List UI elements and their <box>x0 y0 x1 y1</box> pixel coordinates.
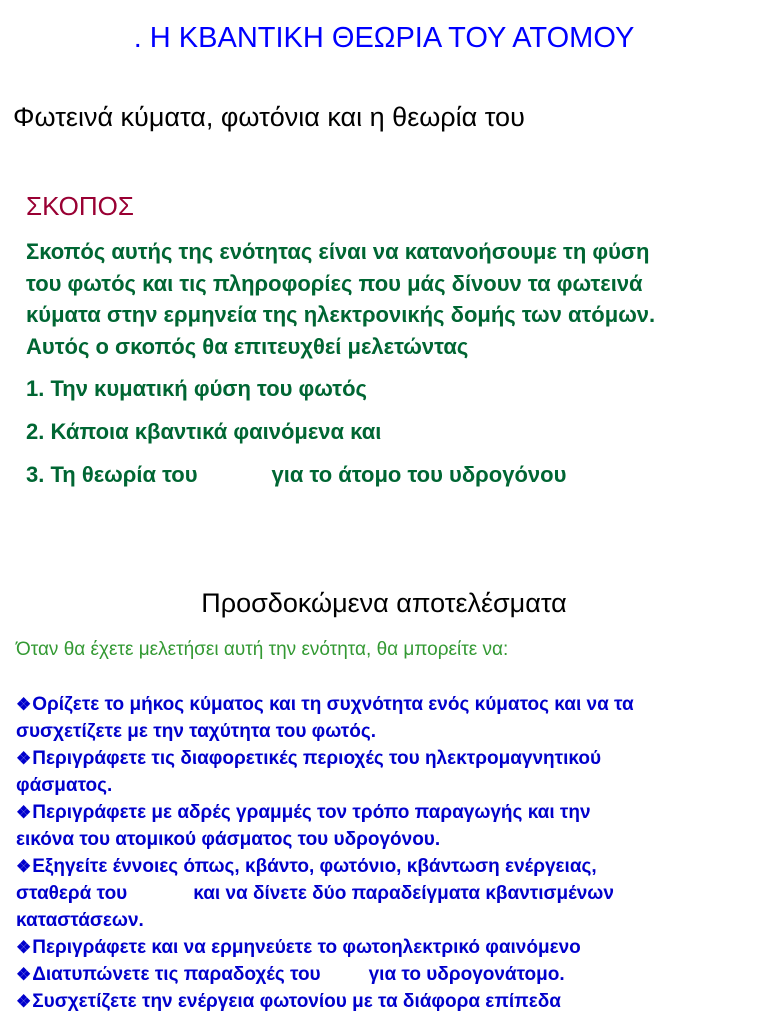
objective-line: ❖Περιγράφετε τις διαφορετικές περιοχές του ηλεκτρομαγνητικού <box>16 748 601 769</box>
purpose-paragraph-line: Αυτός ο σκοπός θα επιτευχθεί μελετώντας <box>26 333 469 359</box>
diamond-bullet-icon: ❖ <box>16 992 32 1011</box>
objective-line: ❖Περιγράφετε με αδρές γραμμές τον τρόπο παραγωγής και την <box>16 802 591 823</box>
objective-line: ❖Περιγράφετε και να ερμηνεύετε το φωτοηλεκτρικό φαινόμενο <box>16 937 581 958</box>
purpose-item-2: 2. Κάποια κβαντικά φαινόμενα και <box>26 419 382 444</box>
diamond-bullet-icon: ❖ <box>16 803 32 822</box>
purpose-paragraph <box>26 236 655 362</box>
purpose-paragraph-line: κύματα στην ερμηνεία της ηλεκτρονικής δομής των ατόμων. <box>26 302 656 327</box>
purpose-paragraph-line: του φωτός και τις πληροφορίες που μάς δίνουν τα φωτεινά <box>26 270 643 296</box>
objective-line: καταστάσεων. <box>16 910 144 931</box>
purpose-item-3-before: 3. Τη θεωρία του <box>26 462 198 487</box>
objective-line: σταθερά του και να δίνετε δύο παραδείγματα κβαντισμένων <box>16 883 614 904</box>
diamond-bullet-icon: ❖ <box>16 695 32 714</box>
purpose-heading: ΣΚΟΠΟΣ <box>26 191 134 221</box>
objective-line: φάσματος. <box>16 775 113 796</box>
objective-line: ❖Διατυπώνετε τις παραδοχές του για το υδρογονάτομο. <box>16 964 565 985</box>
diamond-bullet-icon: ❖ <box>16 938 32 957</box>
purpose-item-3-after: για το άτομο του υδρογόνου <box>271 462 567 487</box>
objective-line: ❖Συσχετίζετε την ενέργεια φωτονίου με τα διάφορα επίπεδα <box>16 991 561 1012</box>
objective-line: ❖Ορίζετε το μήκος κύματος και τη συχνότητα ενός κύματος και να τα <box>16 694 634 715</box>
objective-line: ❖Εξηγείτε έννοιες όπως, κβάντο, φωτόνιο, κβάντωση ενέργειας, <box>16 856 597 877</box>
page-title: . Η ΚΒΑΝΤΙΚΗ ΘΕΩΡΙΑ ΤΟΥ ΑΤΟΜΟΥ <box>133 22 635 54</box>
diamond-bullet-icon: ❖ <box>16 965 32 984</box>
expected-results-heading: Προσδοκώμενα αποτελέσματα <box>201 588 567 618</box>
diamond-bullet-icon: ❖ <box>16 749 32 768</box>
objective-line: εικόνα του ατομικού φάσματος του υδρογόνου. <box>16 829 441 850</box>
expected-results-intro: Όταν θα έχετε μελετήσει αυτή την ενότητα, θα μπορείτε να: <box>16 639 509 660</box>
purpose-item-3 <box>26 460 566 490</box>
objective-line: συσχετίζετε με την ταχύτητα του φωτός. <box>16 721 377 742</box>
section-subtitle: Φωτεινά κύματα, φωτόνια και η θεωρία του <box>13 102 525 132</box>
diamond-bullet-icon: ❖ <box>16 857 32 876</box>
objectives-list <box>16 691 634 1015</box>
purpose-item-1: 1. Την κυματική φύση του φωτός <box>26 376 367 401</box>
purpose-paragraph-line: Σκοπός αυτής της ενότητας είναι να κατανοήσουμε τη φύση <box>26 239 650 264</box>
